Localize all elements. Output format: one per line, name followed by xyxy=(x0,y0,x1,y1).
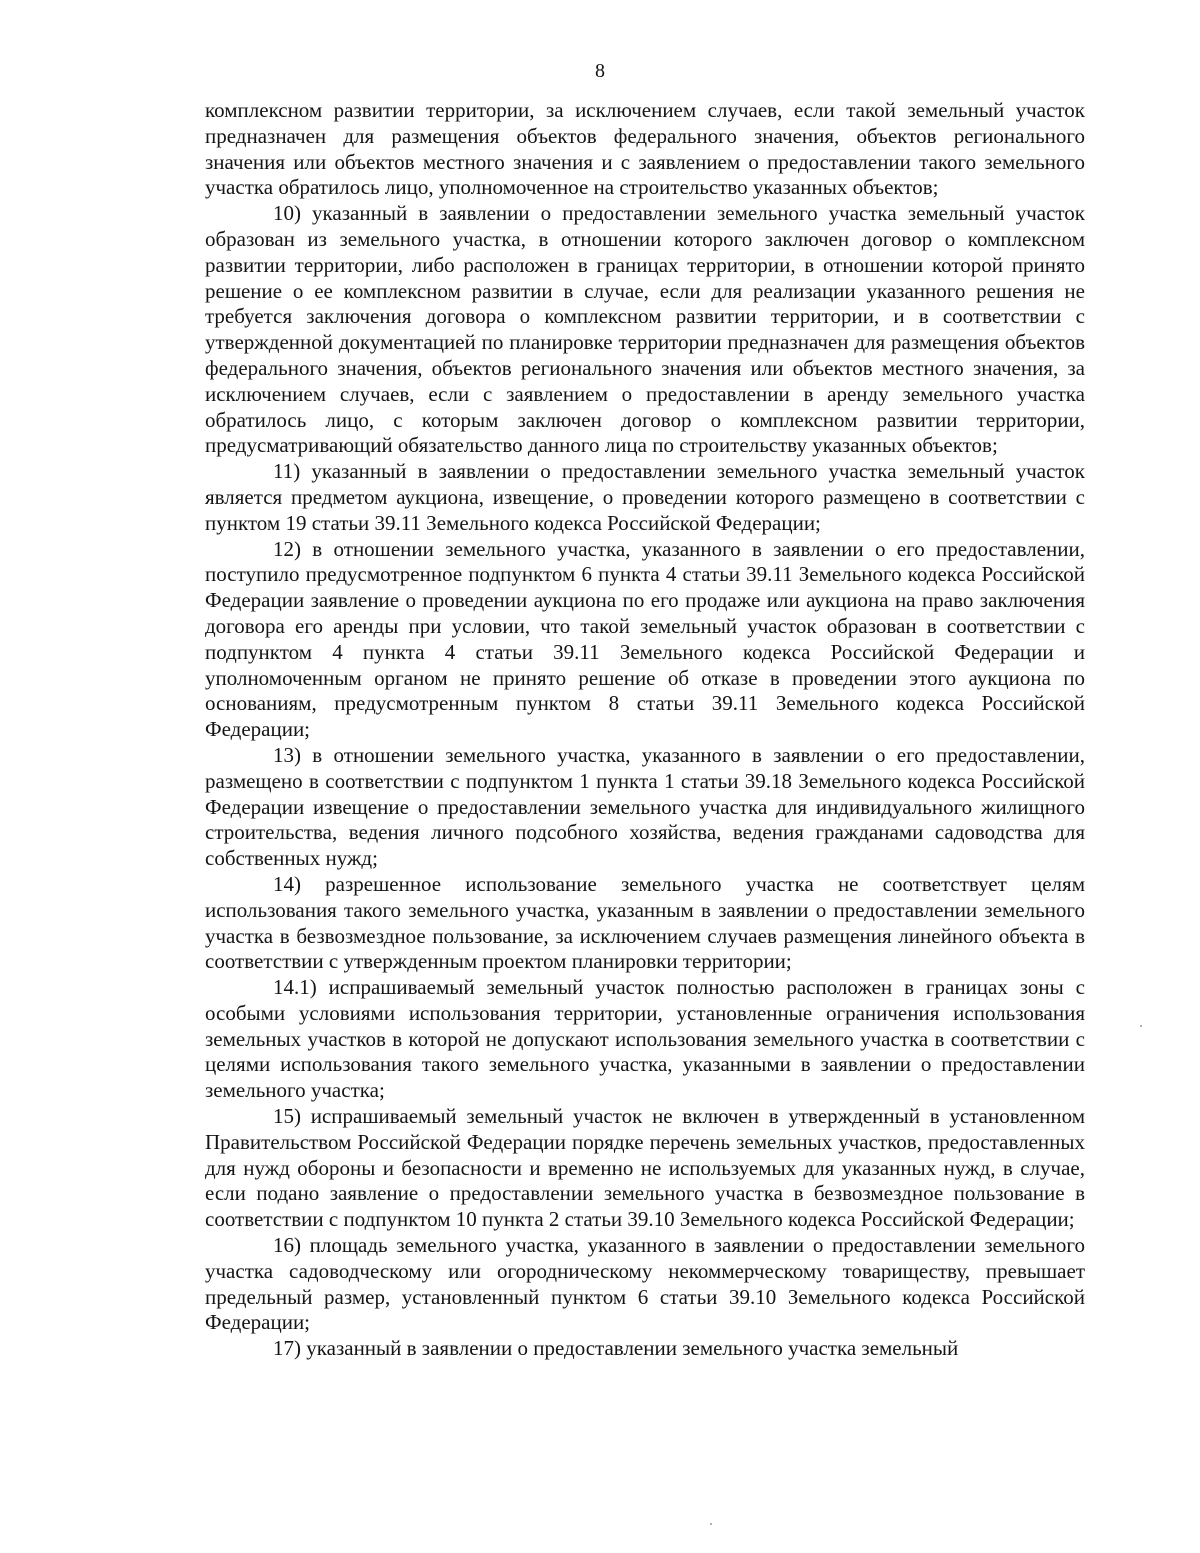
scan-speck xyxy=(1140,1025,1142,1027)
scan-speck xyxy=(710,1523,712,1525)
document-body xyxy=(205,98,1085,1362)
paragraph-item-14-1: 14.1) испрашиваемый земельный участок полностью расположен в границах зоны с особыми условиями использования территории, установленные ограничения использования земельных участков в которой не допускают использования земельного участка в соответствии с целями использования такого земельного участка, указанными в заявлении о предоставлении земельного участка; xyxy=(205,975,1085,1103)
paragraph-item-14: 14) разрешенное использование земельного участка не соответствует целям использования такого земельного участка, указанным в заявлении о предоставлении земельного участка в безвозмездное пользование, за исключением случаев размещения линейного объекта в соответствии с утвержденным проектом планировки территории; xyxy=(205,871,1085,974)
page-number: 8 xyxy=(595,60,605,82)
paragraph-item-13: 13) в отношении земельного участка, указанного в заявлении о его предоставлении, размещено в соответствии с подпунктом 1 пункта 1 статьи 39.18 Земельного кодекса Российской Федерации извещение о предоставлении земельного участка для индивидуального жилищного строительства, ведения личного подсобного хозяйства, ведения гражданами садоводства для собственных нужд; xyxy=(205,742,1085,871)
paragraph-item-17: 17) указанный в заявлении о предоставлении земельного участка земельный xyxy=(273,1336,959,1361)
paragraph-item-11: 11) указанный в заявлении о предоставлении земельного участка земельный участок является предметом аукциона, извещение, о проведении которого размещено в соответствии с пунктом 19 статьи 39.11 Земельного кодекса Российской Федерации; xyxy=(205,459,1085,535)
paragraph-item-15: 15) испрашиваемый земельный участок не включен в утвержденный в установленном Правительством Российской Федерации порядке перечень земельных участков, предоставленных для нужд обороны и безопасности и временно не используемых для указанных нужд, в случае, если подано заявление о предоставлении земельного участка в безвозмездное пользование в соответствии с подпунктом 10 пункта 2 статьи 39.10 Земельного кодекса Российской Федерации; xyxy=(205,1104,1085,1232)
paragraph-item-12: 12) в отношении земельного участка, указанного в заявлении о его предоставлении, поступило предусмотренное подпунктом 6 пункта 4 статьи 39.11 Земельного кодекса Российской Федерации заявление о проведении аукциона по его продаже или аукциона на право заключения договора его аренды при условии, что такой земельный участок образован в соответствии с подпунктом 4 пункта 4 статьи 39.11 Земельного кодекса Российской Федерации и уполномоченным органом не принято решение об отказе в проведении этого аукциона по основаниям, предусмотренным пунктом 8 статьи 39.11 Земельного кодекса Российской Федерации; xyxy=(205,536,1085,742)
paragraph-continued: комплексном развитии территории, за исключением случаев, если такой земельный участок предназначен для размещения объектов федерального значения, объектов регионального значения или объектов местного значения и с заявлением о предоставлении такого земельного участка обратилось лицо, уполномоченное на строительство указанных объектов; xyxy=(205,98,1085,200)
paragraph-item-16: 16) площадь земельного участка, указанного в заявлении о предоставлении земельного участка садоводческому или огородническому некоммерческому товариществу, превышает предельный размер, установленный пунктом 6 статьи 39.10 Земельного кодекса Российской Федерации; xyxy=(205,1233,1085,1335)
paragraph-item-10: 10) указанный в заявлении о предоставлении земельного участка земельный участок образован из земельного участка, в отношении которого заключен договор о комплексном развитии территории, либо расположен в границах территории, в отношении которой принято решение о ее комплексном развитии в случае, если для реализации указанного решения не требуется заключения договора о комплексном развитии территории, и в соответствии с утвержденной документацией по планировке территории предназначен для размещения объектов федерального значения, объектов регионального значения или объектов местного значения, за исключением случаев, если с заявлением о предоставлении в аренду земельного участка обратилось лицо, с которым заключен договор о комплексном развитии территории, предусматривающий обязательство данного лица по строительству указанных объектов; xyxy=(205,201,1085,458)
